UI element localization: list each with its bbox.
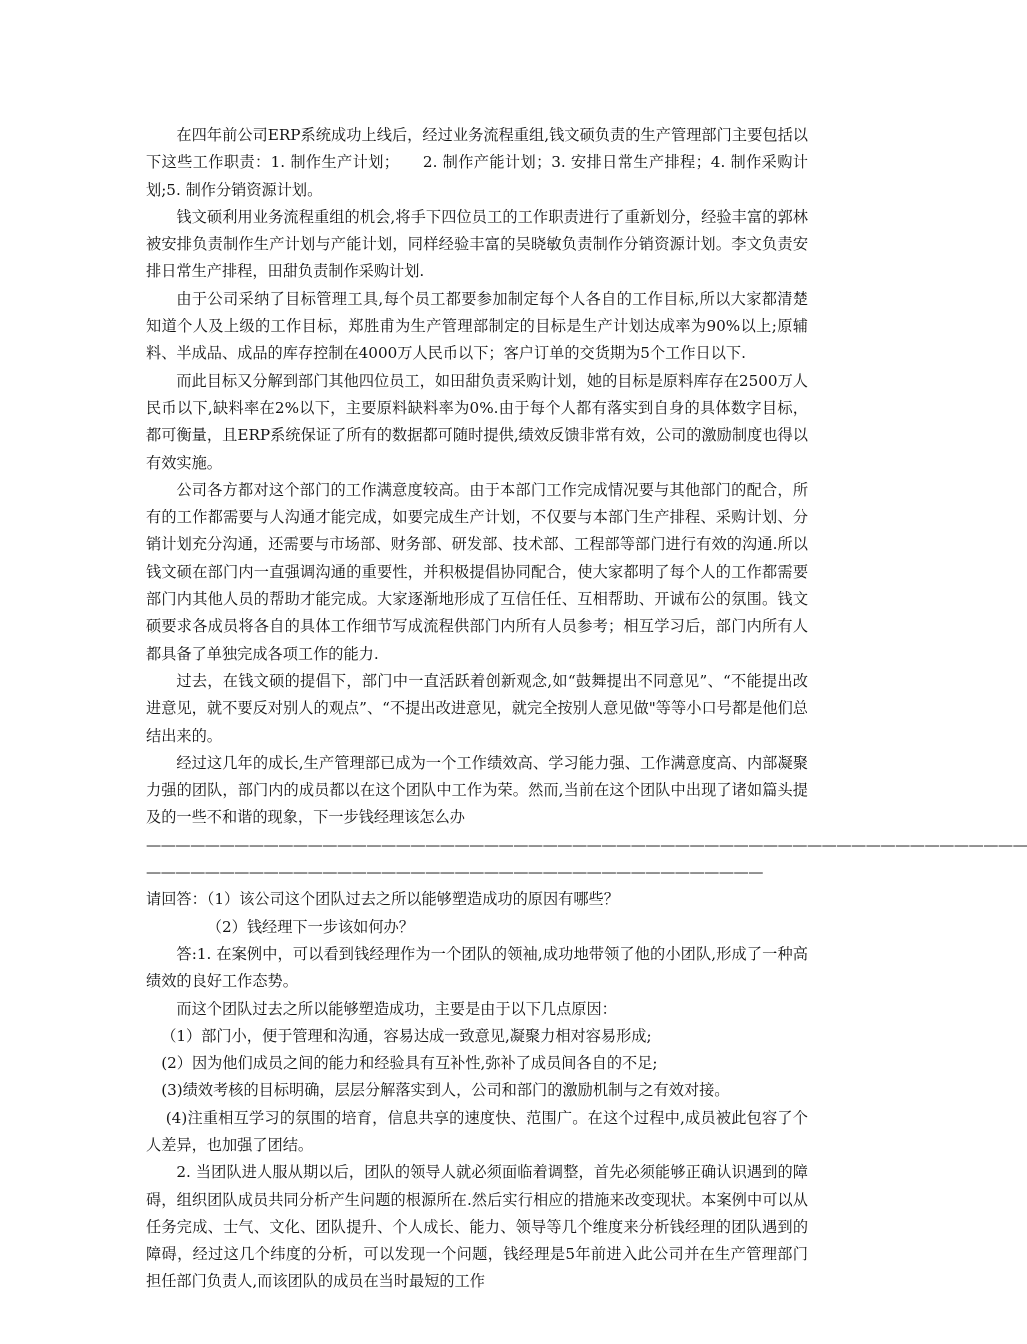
reason-item-4: (4)注重相互学习的氛围的培育，信息共享的速度快、范围广。在这个过程中,成员被此包容了个人差异，也加强了团结。 [146,1108,808,1154]
question-2: （2）钱经理下一步该如何办？ [206,917,414,936]
paragraph-staff-reassignment: 钱文硕利用业务流程重组的机会,将手下四位员工的工作职责进行了重新划分，经验丰富的郭林被安排负责制作生产计划与产能计划，同样经验丰富的吴晓敏负责制作分销资源计划。李文负责安排日常生产排程，田甜负责制作采购计划. [146,207,808,281]
paragraph-team-growth: 经过这几年的成长,生产管理部已成为一个工作绩效高、学习能力强、工作满意度高、内部凝聚力强的团队，部门内的成员都以在这个团队中工作为荣。然而,当前在这个团队中出现了诸如篇头提及的一些不和谐的现象，下一步钱经理该怎么办 [146,753,808,827]
divider-rule-1: ———————————————————————————————————————————————————————————— [146,835,1027,854]
question-1: 请回答：（1）该公司这个团队过去之所以能够塑造成功的原因有哪些？ [146,890,619,909]
reason-item-1: （1）部门小，便于管理和沟通，容易达成一致意见,凝聚力相对容易形成; [161,1026,652,1045]
paragraph-target-breakdown: 而此目标又分解到部门其他四位员工，如田甜负责采购计划，她的目标是原料库存在2500万人民币以下,缺料率在2%以下，主要原料缺料率为0%.由于每个人都有落实到自身的具体数字目标，都可衡量，且ERP系统保证了所有的数据都可随时提供,绩效反馈非常有效，公司的激励制度也得以有效实施。 [146,371,808,472]
answer-2: 2. 当团队进人服从期以后，团队的领导人就必须面临着调整，首先必须能够正确认识遇到的障碍，组织团队成员共同分析产生问题的根源所在.然后实行相应的措施来改变现状。本案例中可以从任务完成、士气、文化、团队提升、个人成长、能力、领导等几个维度来分析钱经理的团队遇到的障碍，经过这几个纬度的分析，可以发现一个问题，钱经理是5年前进入此公司并在生产管理部门担任部门负责人,而该团队的成员在当时最短的工作 [146,1163,808,1291]
document-page [146,122,1027,1296]
answer-reasons-intro: 而这个团队过去之所以能够塑造成功，主要是由于以下几点原因： [176,999,617,1018]
reason-item-2: (2）因为他们成员之间的能力和经验具有互补性,弥补了成员间各自的不足; [161,1054,658,1073]
paragraph-innovation: 过去，在钱文硕的提倡下，部门中一直活跃着创新观念,如“鼓舞提出不同意见”、“不能提出改进意见，就不要反对别人的观点”、“不提出改进意见，就完全按别人意见做"等等小口号都是他们总结出来的。 [146,671,808,745]
paragraph-erp-duties: 在四年前公司ERP系统成功上线后，经过业务流程重组,钱文硕负责的生产管理部门主要包括以下这些工作职责：1. 制作生产计划； 2. 制作产能计划；3. 安排日常生产排程；4. 制作采购计划;5. 制作分销资源计划。 [146,126,808,199]
answer-intro: 答:1. 在案例中，可以看到钱经理作为一个团队的领袖,成功地带领了他的小团队,形成了一种高绩效的良好工作态势。 [146,944,808,991]
paragraph-communication: 公司各方都对这个部门的工作满意度较高。由于本部门工作完成情况要与其他部门的配合，所有的工作都需要与人沟通才能完成，如要完成生产计划，不仅要与本部门生产排程、采购计划、分销计划充分沟通，还需要与市场部、财务部、研发部、技术部、工程部等部门进行有效的沟通.所以钱文硕在部门内一直强调沟通的重要性，并积极提倡协同配合，使大家都明了每个人的工作都需要部门内其他人员的帮助才能完成。大家逐渐地形成了互信任任、互相帮助、开诚布公的氛围。钱文硕要求各成员将各自的具体工作细节写成流程供部门内所有人员参考；相互学习后，部门内所有人都具备了单独完成各项工作的能力. [146,480,808,663]
paragraph-target-management: 由于公司采纳了目标管理工具,每个员工都要参加制定每个人各自的工作目标,所以大家都清楚知道个人及上级的工作目标，郑胜甫为生产管理部制定的目标是生产计划达成率为90%以上;原辅料、半成品、成品的库存控制在4000万人民币以下；客户订单的交货期为5个工作日以下. [146,289,808,363]
reason-item-3: (3)绩效考核的目标明确，层层分解落实到人，公司和部门的激励机制与之有效对接。 [161,1081,730,1100]
divider-rule-2: —————————————————————————————————————————— [146,863,763,882]
